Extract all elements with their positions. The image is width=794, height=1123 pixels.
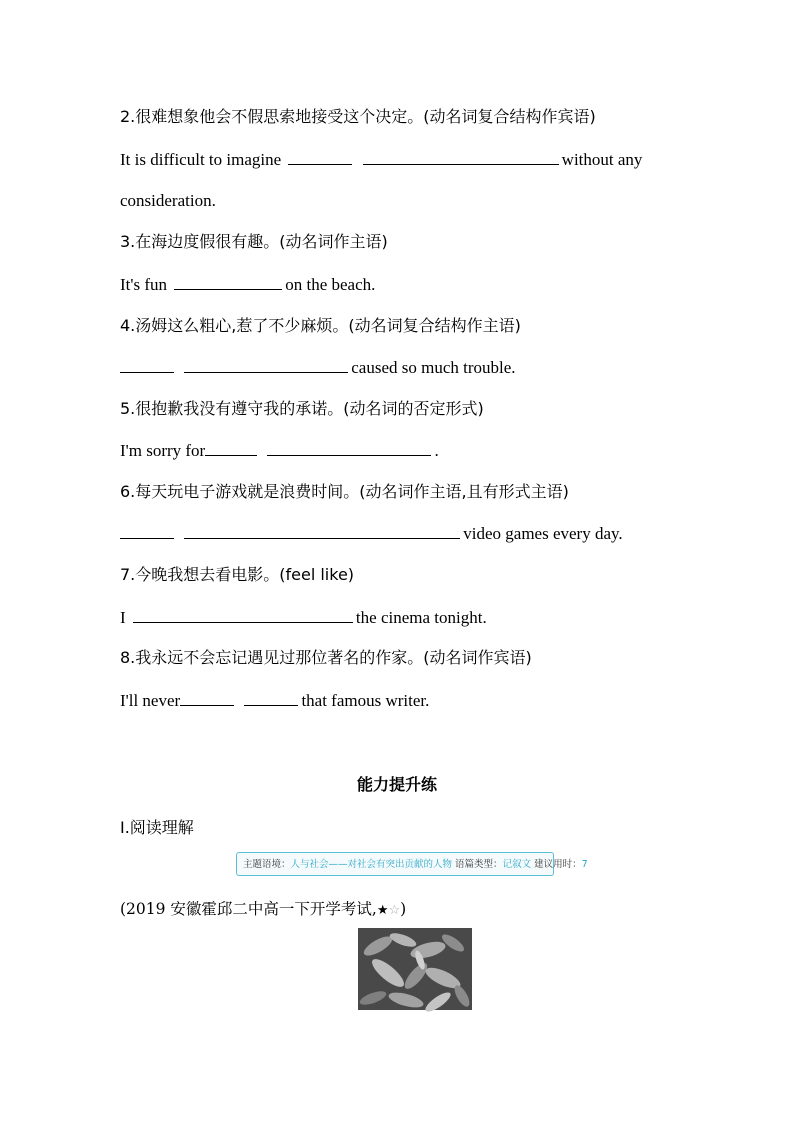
- difficulty-star-outline-icon: ☆: [388, 903, 401, 918]
- answer-blank[interactable]: [267, 440, 431, 456]
- item-6-answer-line: [120, 523, 623, 544]
- item-3-answer-line: [120, 274, 375, 295]
- theme-banner: [236, 852, 588, 876]
- source-line: [120, 897, 406, 919]
- item-7-tail: the cinema tonight.: [355, 608, 487, 627]
- answer-blank[interactable]: [120, 523, 174, 539]
- source-text: (2019 安徽霍邱二中高一下开学考试,: [120, 900, 377, 918]
- answer-blank[interactable]: [363, 149, 559, 165]
- subsection-title: Ⅰ.阅读理解: [120, 818, 194, 837]
- banner-label-type: 语篇类型：: [452, 859, 503, 870]
- source-end: ): [400, 900, 407, 918]
- item-4-prompt: 4.汤姆这么粗心,惹了不少麻烦。(动名词复合结构作主语): [120, 316, 521, 335]
- answer-blank[interactable]: [120, 357, 174, 373]
- banner-value-type: 记叙文: [502, 859, 532, 870]
- item-5-answer-line: [120, 440, 439, 461]
- item-8-answer-line: [120, 690, 429, 711]
- answer-blank[interactable]: [244, 690, 298, 706]
- item-2-answer-line: [120, 149, 642, 170]
- item-5-tail: .: [434, 441, 439, 460]
- item-3-lead: It's fun: [120, 275, 167, 294]
- answer-blank[interactable]: [174, 274, 282, 290]
- banner-label-theme: 主题语境：: [243, 859, 291, 870]
- answer-blank[interactable]: [288, 149, 352, 165]
- answer-blank[interactable]: [205, 440, 257, 456]
- item-2-prompt: 2.很难想象他会不假思索地接受这个决定。(动名词复合结构作宾语): [120, 107, 596, 126]
- item-7-lead: I: [120, 608, 126, 627]
- item-8-tail: that famous writer.: [301, 691, 430, 710]
- item-3-prompt: 3.在海边度假很有趣。(动名词作主语): [120, 232, 388, 251]
- difficulty-star-icon: ★: [376, 903, 389, 918]
- item-2-tail: without any: [561, 150, 643, 169]
- item-8-prompt: 8.我永远不会忘记遇见过那位著名的作家。(动名词作宾语): [120, 648, 532, 667]
- answer-blank[interactable]: [133, 607, 353, 623]
- leaves-photo: [358, 928, 472, 1010]
- item-7-answer-line: [120, 607, 487, 628]
- section-title: 能力提升练: [356, 775, 437, 794]
- answer-blank[interactable]: [180, 690, 234, 706]
- item-2-continuation: consideration.: [120, 191, 216, 210]
- item-5-prompt: 5.很抱歉我没有遵守我的承诺。(动名词的否定形式): [120, 399, 484, 418]
- item-4-answer-line: [120, 357, 516, 378]
- answer-blank[interactable]: [184, 357, 348, 373]
- item-2-lead: It is difficult to imagine: [120, 150, 282, 169]
- item-5-lead: I'm sorry for: [120, 441, 206, 460]
- item-3-tail: on the beach.: [285, 275, 376, 294]
- item-6-tail: video games every day.: [463, 524, 623, 543]
- item-4-tail: caused so much trouble.: [351, 358, 516, 377]
- banner-label-time: 建议用时：: [531, 859, 582, 870]
- item-7-prompt: 7.今晚我想去看电影。(feel like): [120, 565, 355, 584]
- banner-value-theme: 人与社会——对社会有突出贡献的人物: [290, 859, 453, 870]
- item-6-prompt: 6.每天玩电子游戏就是浪费时间。(动名词作主语,且有形式主语): [120, 482, 569, 501]
- banner-value-time: 7: [581, 859, 588, 870]
- answer-blank[interactable]: [184, 523, 460, 539]
- item-8-lead: I'll never: [120, 691, 181, 710]
